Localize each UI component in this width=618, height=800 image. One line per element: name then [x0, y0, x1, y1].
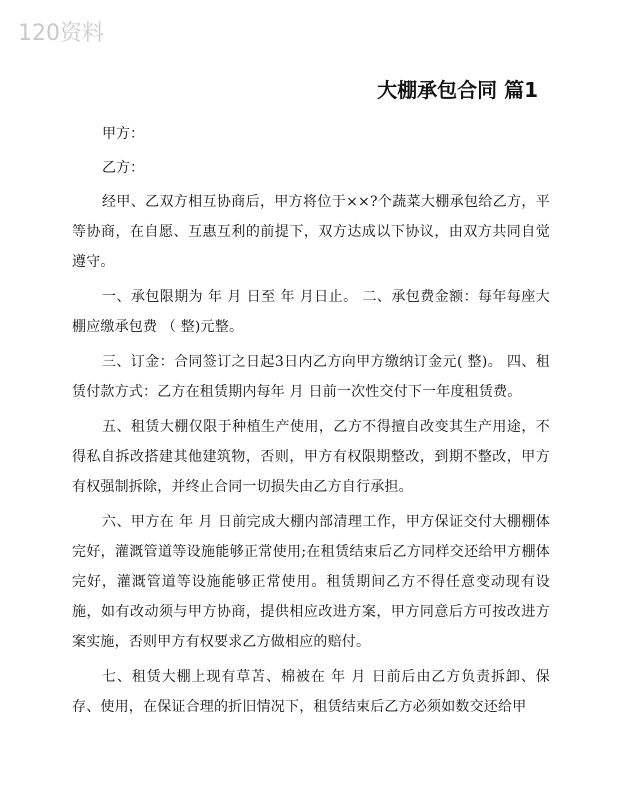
watermark: 120资料	[18, 21, 104, 46]
paragraph-deposit-and-payment: 三、订金：合同签订之日起3日内乙方向甲方缴纳订金元( 整)。 四、租赁付款方式：乙方在租赁期内每年 月 日前一次性交付下一年度租赁费。	[72, 354, 550, 400]
document-body	[72, 119, 550, 727]
paragraph-usage-restriction: 五、租赁大棚仅限于种植生产使用，乙方不得擅自改变其生产用途，不得私自拆改搭建其他建筑物，否则，甲方有权限期整改，到期不整改，甲方有权强制拆除，并终止合同一切损失由乙方自行承担。	[72, 419, 550, 495]
paragraph-covers: 七、租赁大棚上现有草苫、棉被在 年 月 日前后由乙方负责拆卸、保存、使用，在保证合理的折旧情况下，租赁结束后乙方必须如数交还给甲	[72, 669, 550, 715]
paragraph-delivery-condition: 六、甲方在 年 月 日前完成大棚内部清理工作，甲方保证交付大棚棚体完好，灌溉管道等设施能够正常使用;在租赁结束后乙方同样交还给甲方棚体完好，灌溉管道等设施能够正常使用。租赁期间乙方不得任意变动现有设施，如有改动须与甲方协商，提供相应改进方案，甲方同意后方可按改进方案实施，否则甲方有权要求乙方做相应的赔付。	[72, 514, 550, 650]
document-title: 大棚承包合同 篇1	[377, 78, 538, 102]
paragraph-term-and-fee: 一、承包限期为 年 月 日至 年 月日止。 二、承包费金额：每年每座大棚应缴承包费 （ 整)元整。	[72, 289, 550, 335]
party-a-label: 甲方：	[102, 126, 144, 142]
party-b-label: 乙方：	[102, 160, 144, 176]
paragraph-intro: 经甲、乙双方相互协商后，甲方将位于××?个蔬菜大棚承包给乙方，平等协商，在自愿、互惠互利的前提下，双方达成以下协议，由双方共同自觉遵守。	[72, 194, 550, 270]
